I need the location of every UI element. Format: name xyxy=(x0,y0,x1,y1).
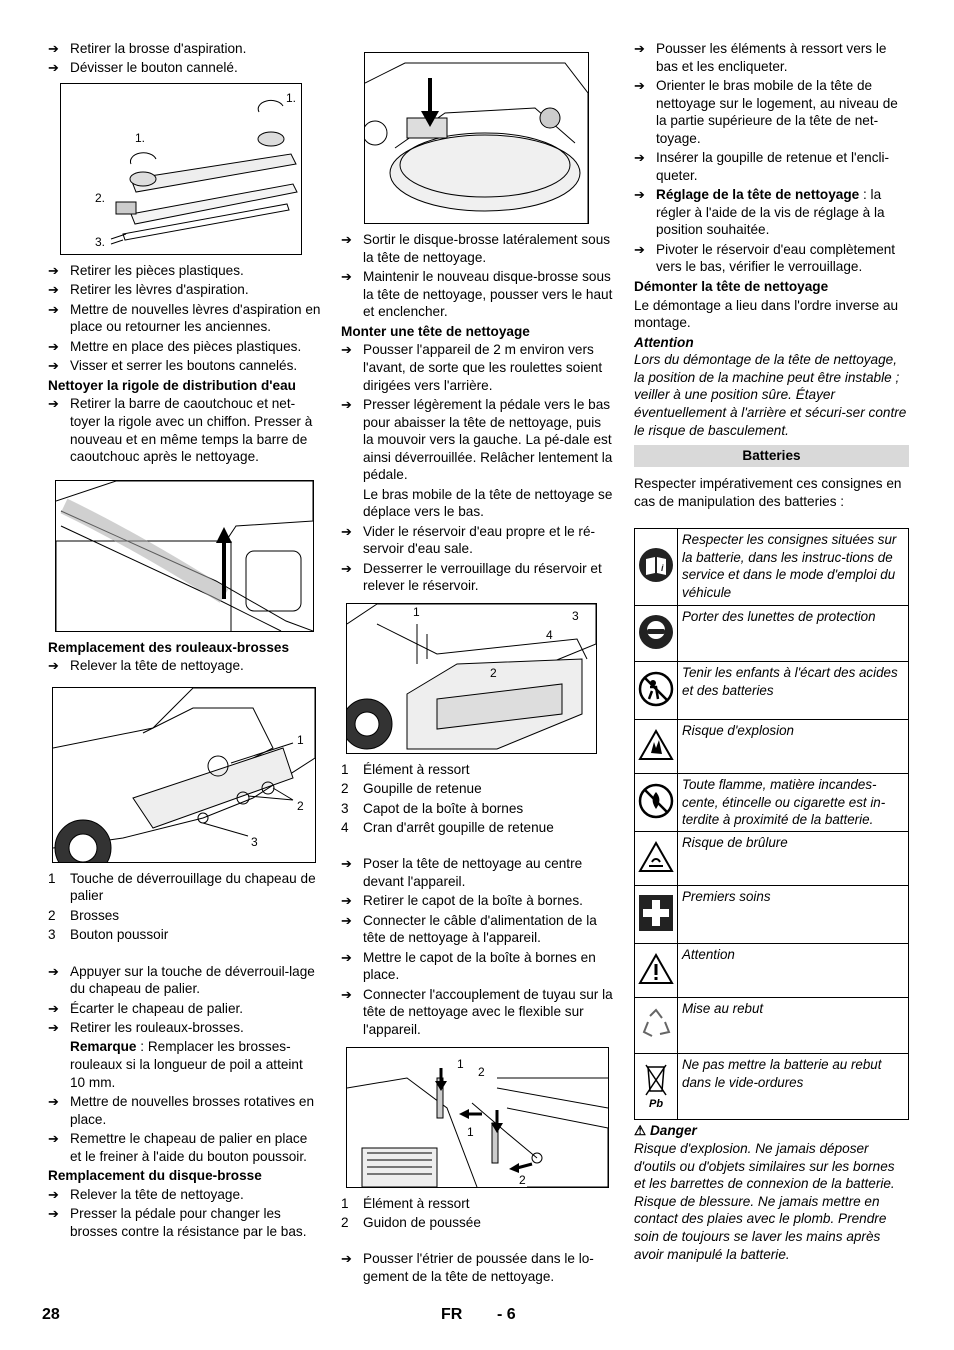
step: ➔ Poser la tête de nettoyage au centre devant l'appareil. xyxy=(341,856,583,890)
arrow-icon: ➔ xyxy=(341,396,352,412)
fig-label: 3 xyxy=(251,834,258,849)
step: ➔ Presser légèrement la pédale vers le bas pour abaisser la tête de nettoyage, puis la mouvoir vers la gauche. La pé-dale est ainsi déverrouillée. Relâcher lentement la pédale. xyxy=(341,396,613,483)
arrow-icon: ➔ xyxy=(48,301,59,317)
legend-item: 2 Guidon de poussée xyxy=(341,1214,481,1230)
arrow-icon: ➔ xyxy=(48,358,59,374)
arrow-icon: ➔ xyxy=(341,523,352,539)
tank-raised-illustration xyxy=(347,604,596,753)
step: ➔ Retirer les lèvres d'aspiration. xyxy=(48,282,249,298)
step: ➔ Connecter le câble d'alimentation de la tête de nettoyage à l'appareil. xyxy=(341,912,597,946)
step: ➔ Mettre en place des pièces plastiques. xyxy=(48,338,302,354)
attention-label: Attention xyxy=(634,334,694,350)
fig-label: 1 xyxy=(297,732,304,747)
legend-item: 4 Cran d'arrêt goupille de retenue xyxy=(341,820,554,836)
step: ➔ Connecter l'accouplement de tuyau sur la tête de nettoyage avec le flexible sur l'appareil. xyxy=(341,986,613,1037)
arrow-icon: ➔ xyxy=(48,262,59,278)
fig-label: 1. xyxy=(135,130,146,145)
fig-label: 1 xyxy=(413,604,420,619)
attention-text: Lors du démontage de la tête de nettoyage, la position de la machine peut être instable ; veiller à une position sûre. Étayer éventuellement à l'arrière et sécuri-ser contre le risque de basculement. xyxy=(634,352,907,438)
step: ➔ Pousser l'appareil de 2 m environ vers l'avant, de sorte que les roulettes soient dirigées vers l'arrière. xyxy=(341,342,603,393)
step: ➔ Pivoter le réservoir d'eau complètement vers le bas, vérifier le verrouillage. xyxy=(634,241,896,275)
step: ➔ Pousser l'étrier de poussée dans le lo-gement de la tête de nettoyage. xyxy=(341,1251,594,1284)
table-row: Pb Ne pas mettre la batterie au rebut dans le vide-ordures xyxy=(635,1054,909,1120)
danger-label: ⚠ Danger xyxy=(634,1123,697,1139)
step: ➔ Presser la pédale pour changer les brosses contre la résistance par le bas. xyxy=(48,1206,307,1239)
figure-tank-raised xyxy=(346,603,597,754)
arrow-icon: ➔ xyxy=(341,893,352,909)
arrow-icon: ➔ xyxy=(634,241,645,257)
section-heading: Remplacement du disque-brosse xyxy=(48,1168,262,1184)
figure-brush-disc xyxy=(364,52,589,224)
column-middle xyxy=(341,40,614,1287)
arrow-icon: ➔ xyxy=(341,1251,352,1267)
column-right xyxy=(634,40,909,1263)
figure-roller-brushes xyxy=(52,687,316,863)
fig-label: 2 xyxy=(478,1064,485,1079)
arrow-icon: ➔ xyxy=(48,1020,59,1036)
arrow-icon: ➔ xyxy=(341,986,352,1002)
children-icon xyxy=(638,671,674,707)
arrow-icon: ➔ xyxy=(48,1094,59,1109)
step: ➔ Desserrer le verrouillage du réservoir et relever le réservoir. xyxy=(341,560,602,594)
fig-label: 2. xyxy=(95,190,106,205)
step: ➔ Orienter le bras mobile de la tête de nettoyage sur le logement, au niveau de la partie supérieure de la tête de net-toyage. xyxy=(634,77,898,146)
section-title-batteries: Batteries xyxy=(634,445,909,467)
arrow-icon: ➔ xyxy=(341,856,352,872)
table-row: Risque de brûlure xyxy=(635,832,909,886)
svg-text:i: i xyxy=(661,563,664,574)
legend-item: 2 Goupille de retenue xyxy=(341,781,482,797)
legend-item: 1 Élément à ressort xyxy=(341,761,470,777)
goggles-icon xyxy=(638,614,674,650)
arrow-icon: ➔ xyxy=(48,1186,59,1202)
arrow-icon: ➔ xyxy=(341,949,352,965)
table-row: Porter des lunettes de protection xyxy=(635,606,909,662)
section-heading: Démonter la tête de nettoyage xyxy=(634,278,829,294)
table-row: Tenir les enfants à l'écart des acides et des batteries xyxy=(635,662,909,720)
fig-label: 2 xyxy=(490,665,497,680)
arrow-icon: ➔ xyxy=(48,1130,59,1146)
arrow-icon: ➔ xyxy=(48,963,59,979)
arrow-icon: ➔ xyxy=(48,60,59,76)
fig-label: 1 xyxy=(457,1056,464,1071)
step: ➔ Pousser les éléments à ressort vers le bas et les encliqueter. xyxy=(634,41,887,74)
language-code: FR xyxy=(441,1306,463,1323)
table-row: Attention xyxy=(635,944,909,998)
step: ➔ Vider le réservoir d'eau propre et le ré-servoir d'eau sale. xyxy=(341,523,596,557)
danger-icon: ⚠ xyxy=(634,1123,647,1139)
remark: Remarque : Remplacer les brosses-rouleaux si la longueur de poil a atteint 10 mm. xyxy=(70,1039,303,1090)
burn-icon xyxy=(638,840,674,874)
step: ➔ Retirer les pièces plastiques. xyxy=(48,262,244,278)
step: ➔ Maintenir le nouveau disque-brosse sous la tête de nettoyage, pousser vers le haut et enclencher. xyxy=(341,268,613,320)
figure-spring-elements xyxy=(346,1047,609,1188)
bin-crossed-icon xyxy=(638,1059,674,1111)
sub-page-number: - 6 xyxy=(497,1306,516,1323)
explosion-icon xyxy=(638,728,674,762)
battery-safety-table xyxy=(634,528,909,1120)
arrow-icon: ➔ xyxy=(341,342,352,358)
manual-icon xyxy=(638,547,674,583)
section-heading: Monter une tête de nettoyage xyxy=(341,323,530,339)
arrow-icon: ➔ xyxy=(634,77,645,93)
step: ➔ Retirer la barre de caoutchouc et net-toyer la rigole avec un chiffon. Presser à nouveau et en même temps la barre de caoutchouc après le nettoyage. xyxy=(48,396,313,465)
step: ➔ Remettre le chapeau de palier en place et le freiner à l'aide du bouton poussoir. xyxy=(48,1130,308,1164)
step: ➔ Appuyer sur la touche de déverrouil-lage du chapeau de palier. xyxy=(48,963,315,997)
first-aid-icon xyxy=(638,894,674,932)
section-heading: Remplacement des rouleaux-brosses xyxy=(48,639,290,655)
fig-label: 3 xyxy=(572,608,579,623)
arrow-icon: ➔ xyxy=(48,1000,59,1016)
step: ➔ Relever la tête de nettoyage. xyxy=(48,658,244,674)
fig-label: 3. xyxy=(95,234,106,249)
step: ➔ Dévisser le bouton cannelé. xyxy=(48,60,238,76)
fig-label: 1 xyxy=(467,1124,474,1139)
spring-elements-illustration xyxy=(347,1048,608,1187)
arrow-icon: ➔ xyxy=(48,338,59,354)
fig-label: 1. xyxy=(286,90,297,105)
step: ➔ Sortir le disque-brosse latéralement sous la tête de nettoyage. xyxy=(341,232,611,265)
arrow-icon: ➔ xyxy=(634,150,645,166)
legend-item: 2 Brosses xyxy=(48,907,120,923)
arrow-icon: ➔ xyxy=(48,396,59,412)
arrow-icon: ➔ xyxy=(48,41,59,56)
warning-icon xyxy=(638,952,674,986)
step: ➔ Écarter le chapeau de palier. xyxy=(48,1000,244,1016)
arrow-icon: ➔ xyxy=(48,1206,59,1222)
section-heading: Nettoyer la rigole de distribution d'eau xyxy=(48,377,296,393)
arrow-icon: ➔ xyxy=(48,282,59,298)
no-flame-icon xyxy=(638,783,674,819)
table-row: Mise au rebut xyxy=(635,998,909,1054)
legend-item: 1 Touche de déverrouillage du chapeau de palier xyxy=(48,870,316,904)
step: ➔ Mettre le capot de la boîte à bornes en place. xyxy=(341,949,596,983)
legend-item: 3 Bouton poussoir xyxy=(48,927,169,943)
column-left xyxy=(48,40,321,1242)
arrow-icon: ➔ xyxy=(341,232,352,247)
fig-label: 4 xyxy=(546,627,553,642)
step: ➔ Mettre de nouvelles brosses rotatives en place. xyxy=(48,1094,315,1127)
arrow-icon: ➔ xyxy=(634,187,645,203)
arrow-icon: ➔ xyxy=(341,268,352,284)
paragraph: Respecter impérativement ces consignes en cas de manipulation des batteries : xyxy=(634,476,902,509)
step: ➔ Retirer les rouleaux-brosses. xyxy=(48,1020,244,1036)
roller-brush-illustration xyxy=(53,688,315,862)
arrow-icon: ➔ xyxy=(634,41,645,56)
step: ➔ Relever la tête de nettoyage. xyxy=(48,1186,244,1202)
table-row: i Respecter les consignes situées sur la batterie, dans les instruc-tions de service et dans le mode d'emploi du véhicule xyxy=(635,529,909,606)
page-number: 28 xyxy=(42,1306,60,1323)
suction-lip-illustration xyxy=(61,84,301,254)
step: ➔ Retirer le capot de la boîte à bornes. xyxy=(341,893,583,909)
figure-water-channel xyxy=(55,480,314,632)
step: ➔ Visser et serrer les boutons cannelés. xyxy=(48,358,298,374)
arrow-icon: ➔ xyxy=(341,912,352,928)
water-channel-illustration xyxy=(56,481,313,631)
table-row: Premiers soins xyxy=(635,886,909,944)
fig-label: 2 xyxy=(519,1172,526,1187)
legend-item: 1 Élément à ressort xyxy=(341,1195,470,1211)
note: Le bras mobile de la tête de nettoyage se déplace vers le bas. xyxy=(363,486,613,520)
brush-disc-illustration xyxy=(365,53,588,223)
danger-text: Risque d'explosion. Ne jamais déposer d'outils ou d'objets similaires sur les bornes et les barrettes de connexion de la batterie. Risque de blessure. Ne jamais mettre en contact des plaies avec le plomb. Prendre soin de toujours se laver les mains après avoir manipulé la batterie. xyxy=(634,1141,895,1262)
table-row: Risque d'explosion xyxy=(635,720,909,774)
step: ➔ Retirer la brosse d'aspiration. xyxy=(48,41,247,56)
recycle-icon xyxy=(638,1006,674,1042)
table-row: Toute flamme, matière incandes-cente, étincelle ou cigarette est in-terdite à proximité de la batterie. xyxy=(635,774,909,832)
arrow-icon: ➔ xyxy=(341,560,352,576)
step: ➔ Réglage de la tête de nettoyage : la régler à l'aide de la vis de réglage à la position souhaitée. xyxy=(634,187,885,238)
legend-item: 3 Capot de la boîte à bornes xyxy=(341,800,524,816)
step: ➔ Mettre de nouvelles lèvres d'aspiration en place ou retourner les anciennes. xyxy=(48,301,321,335)
pb-label: Pb xyxy=(649,1097,664,1110)
fig-label: 2 xyxy=(297,798,304,813)
paragraph: Le démontage a lieu dans l'ordre inverse au montage. xyxy=(634,297,899,331)
figure-suction-lips xyxy=(60,83,302,255)
arrow-icon: ➔ xyxy=(48,658,59,674)
step: ➔ Insérer la goupille de retenue et l'encli-queter. xyxy=(634,150,890,183)
